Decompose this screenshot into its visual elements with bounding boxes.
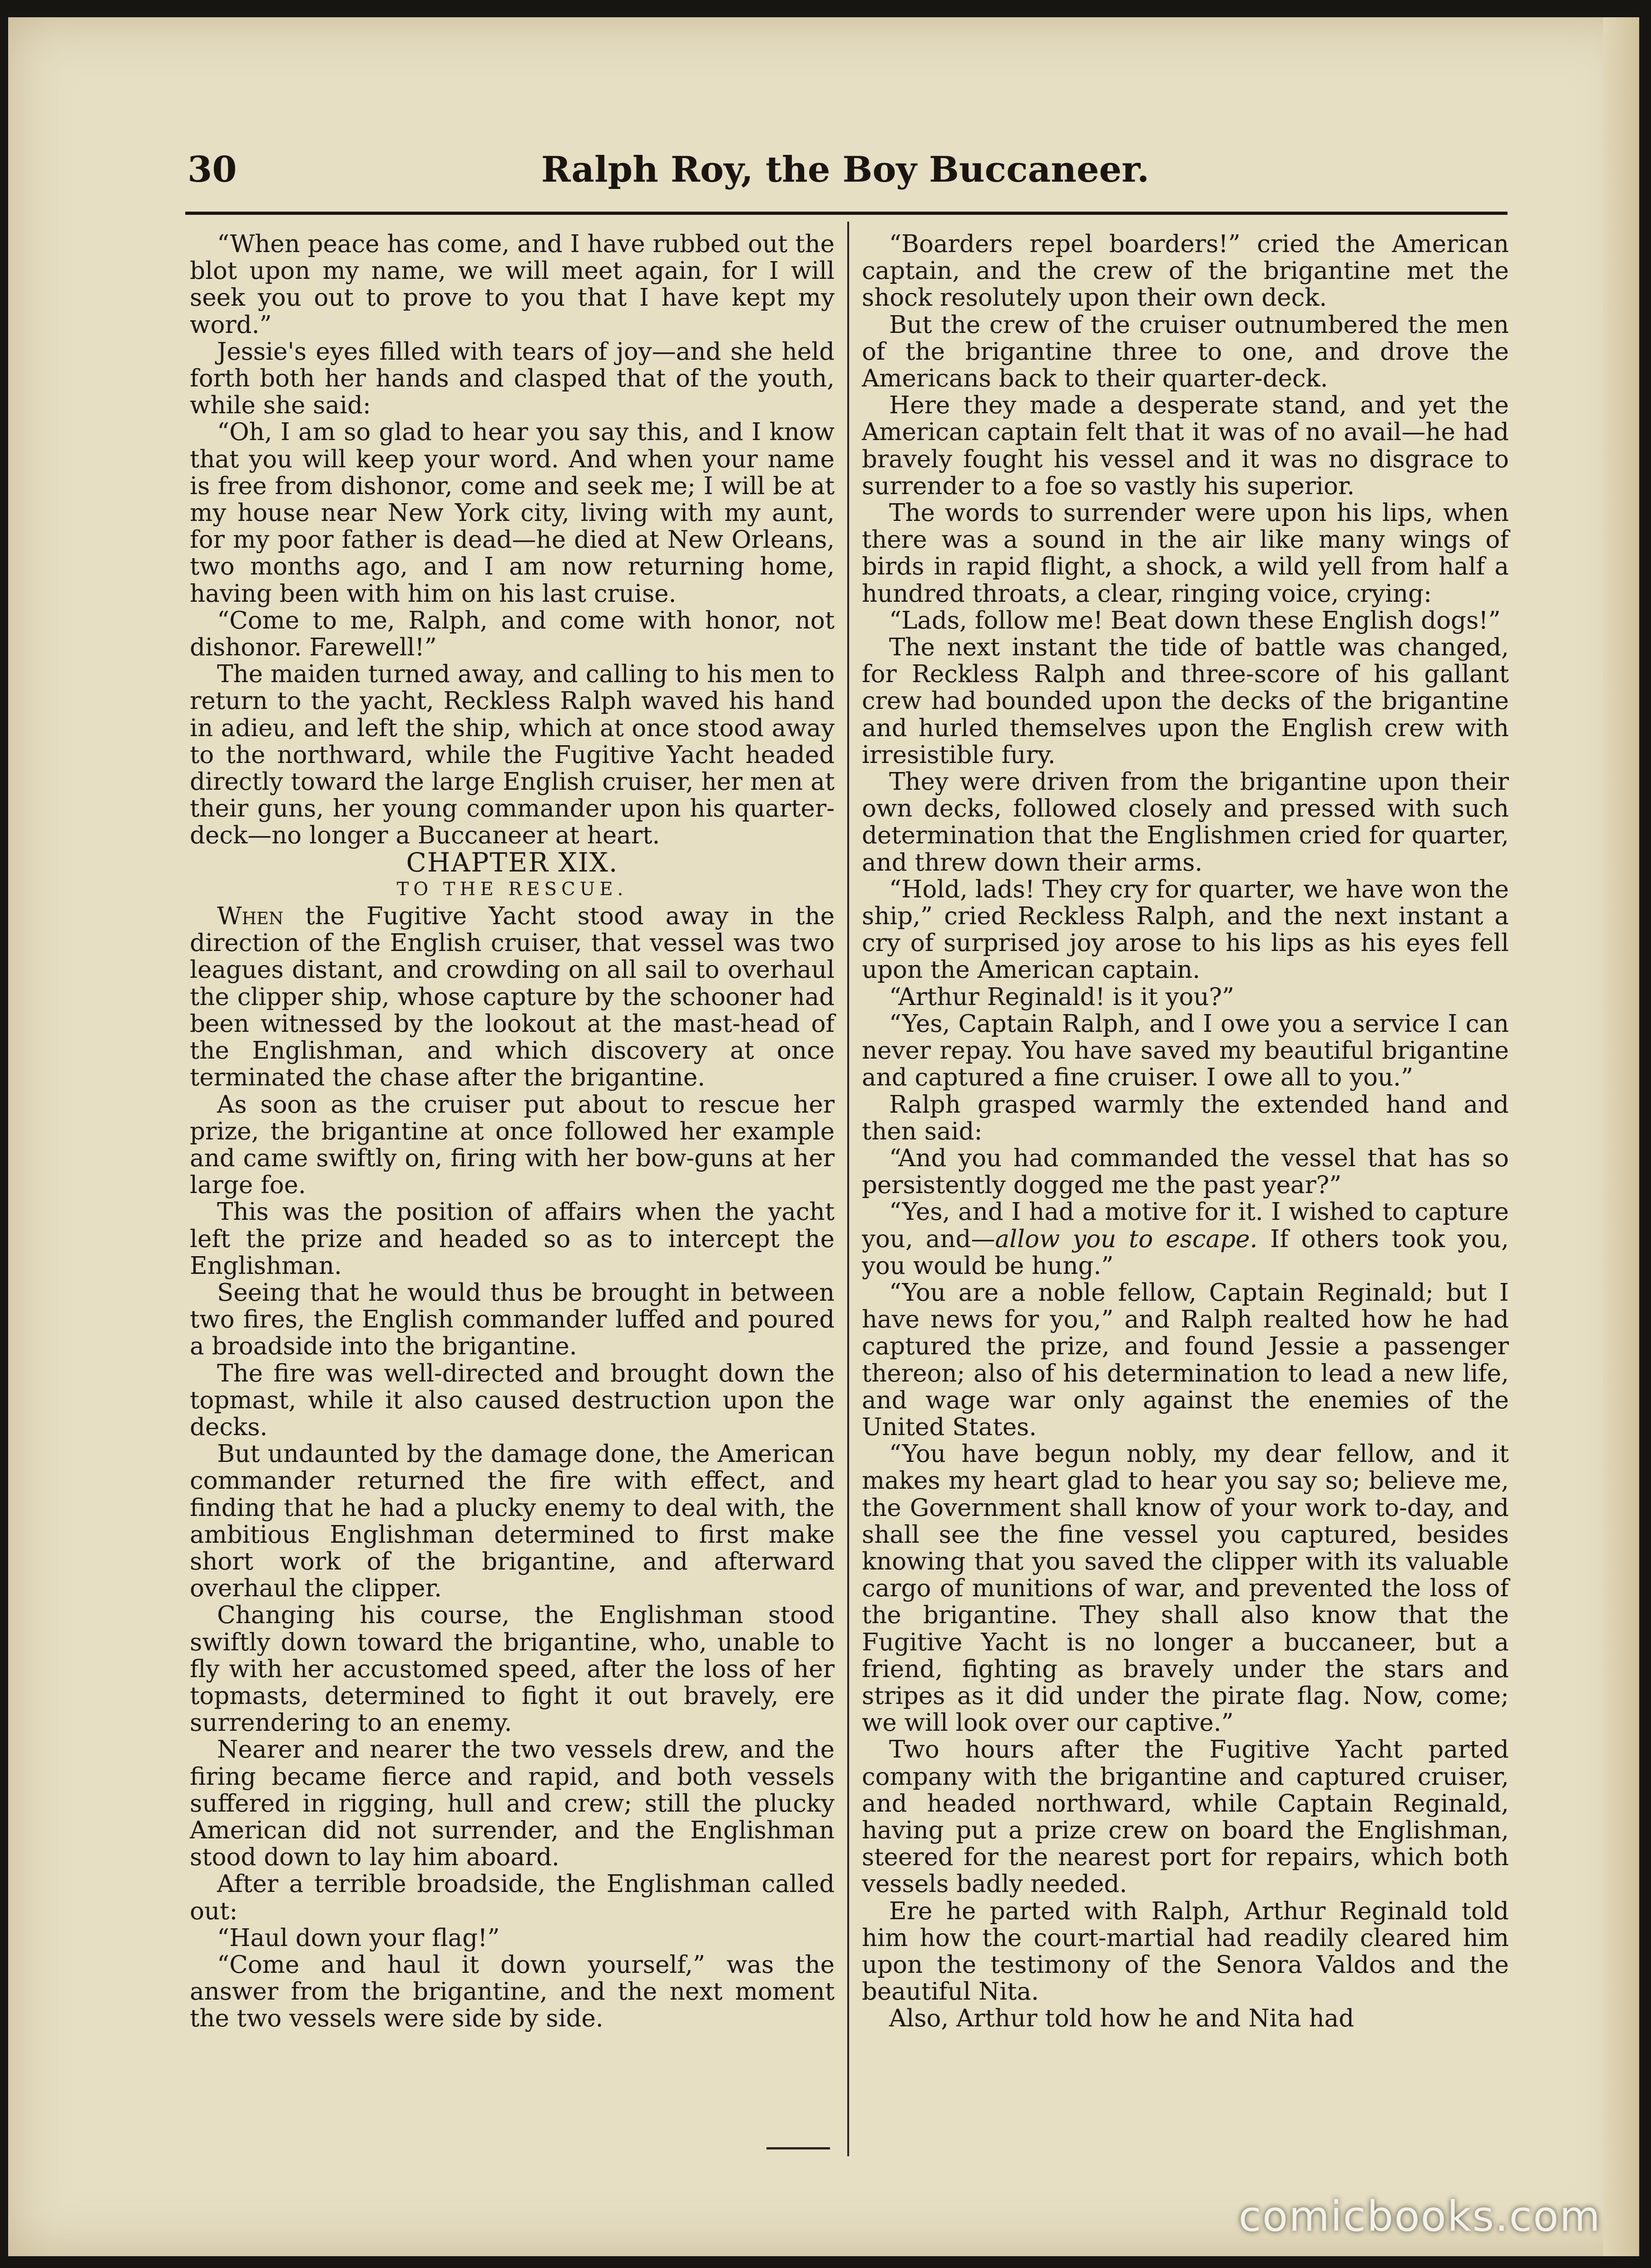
paragraph: “Yes, Captain Ralph, and I owe you a service I can never repay. You have saved my beautiful brigantine and captured a fine cruiser. I owe all to you.”	[862, 1010, 1509, 1092]
paragraph: “Come to me, Ralph, and come with honor, not dishonor. Farewell!”	[190, 606, 835, 662]
paragraph: Changing his course, the Englishman stood swiftly down toward the brigantine, who, unable to fly with her accustomed speed, after the loss of her topmasts, determined to fight it out bravely, ere surrendering to an enemy.	[190, 1601, 835, 1737]
paragraph-text: If others took you, you would be hung.”	[862, 1225, 1509, 1280]
paragraph: “You are a noble fellow, Captain Reginald; but I have news for you,” and Ralph realted how he had captured the prize, and found Jessie a passenger thereon; also of his determination to lead a new life, and wage war only against the enemies of the United States.	[862, 1278, 1509, 1441]
paragraph	[190, 903, 835, 1091]
book-page	[8, 17, 1639, 2256]
paragraph: “Lads, follow me! Beat down these English dogs!”	[889, 606, 1501, 634]
paragraph: Seeing that he would thus be brought in between two fires, the English commander luffed and poured a broadside into the brigantine.	[190, 1278, 835, 1361]
paragraph: The fire was well-directed and brought down the topmast, while it also caused destruction upon the decks.	[190, 1359, 835, 1441]
paragraph-text: “Yes, and I had a motive for it. I wished to capture you, and—	[862, 1198, 1509, 1253]
column-end-dash	[766, 2147, 830, 2149]
chapter-title: CHAPTER XIX.	[406, 847, 618, 878]
paragraph: “Boarders repel boarders!” cried the American captain, and the crew of the brigantine met the shock resolutely upon their own deck.	[862, 230, 1509, 312]
paragraph: “When peace has come, and I have rubbed out the blot upon my name, we will meet again, for I will seek you out to prove to you that I have kept my word.”	[190, 230, 835, 339]
watermark: comicbooks.com	[1238, 2192, 1601, 2241]
page-header	[188, 149, 1503, 203]
paragraph: “Oh, I am so glad to hear you say this, and I know that you will keep your word. And when your name is free from dishonor, come and seek me; I will be at my house near New York city, living with my aunt, for my poor father is dead—he died at New Orleans, two months ago, and I am now returning home, having been with him on his last cruise.	[190, 418, 835, 608]
chapter-subtitle: TO THE RESCUE.	[396, 878, 628, 900]
header-rule	[185, 212, 1508, 215]
paragraph: Jessie's eyes filled with tears of joy—and she held forth both her hands and clasped that of the youth, while she said:	[190, 337, 835, 420]
paragraph	[862, 1198, 1509, 1279]
column-divider	[847, 222, 849, 2156]
paragraph: After a terrible broadside, the Englishman called out:	[190, 1870, 835, 1925]
paragraph: The next instant the tide of battle was changed, for Reckless Ralph and three-score of his gallant crew had bounded upon the decks of the brigantine and hurled themselves upon the English crew with irresistible fury.	[862, 634, 1509, 769]
paragraph: The maiden turned away, and calling to his men to return to the yacht, Reckless Ralph waved his hand in adieu, and left the ship, which at once stood away to the northward, while the Fugitive Yacht headed directly toward the large English cruiser, her men at their guns, her young commander upon his quarter-deck—no longer a Buccaneer at heart.	[190, 660, 835, 850]
paragraph: As soon as the cruiser put about to rescue her prize, the brigantine at once followed her example and came swiftly on, firing with her bow-guns at her large foe.	[190, 1090, 835, 1199]
paragraph: “Arthur Reginald! is it you?”	[889, 983, 1235, 1011]
paragraph: Also, Arthur told how he and Nita had	[889, 2005, 1354, 2033]
page-gutter	[1603, 17, 1639, 2256]
paragraph: Ralph grasped warmly the extended hand and then said:	[862, 1090, 1509, 1145]
paragraph: Here they made a desperate stand, and yet the American captain felt that it was of no avail—he had bravely fought his vessel and it was no disgrace to surrender to a foe so vastly his superior.	[862, 391, 1509, 500]
paragraph: “Hold, lads! They cry for quarter, we have won the ship,” cried Reckless Ralph, and the next instant a cry of surprised joy arose to his lips as his eyes fell upon the American captain.	[862, 875, 1509, 984]
paragraph: Ere he parted with Ralph, Arthur Reginald told him how the court-martial had readily cleared him upon the testimony of the Senora Valdos and the beautiful Nita.	[862, 1897, 1509, 2006]
page-number: 30	[188, 149, 237, 190]
paragraph: This was the position of affairs when the yacht left the prize and headed so as to intercept the Englishman.	[190, 1198, 835, 1280]
paragraph: Two hours after the Fugitive Yacht parted company with the brigantine and captured cruiser, and headed northward, while Captain Reginald, having put a prize crew on board the Englishman, steered for the nearest port for repairs, which both vessels badly needed.	[862, 1736, 1509, 1898]
paragraph: “You have begun nobly, my dear fellow, and it makes my heart glad to hear you say so; believe me, the Government shall know of your work to-day, and shall see the fine vessel you captured, besides knowing that you saved the clipper with its valuable cargo of munitions of war, and prevented the loss of the brigantine. They shall also know that the Fugitive Yacht is no longer a buccaneer, but a friend, fighting as bravely under the stars and stripes as it did under the pirate flag. Now, come; we will look over our captive.”	[862, 1440, 1509, 1737]
running-title: Ralph Roy, the Boy Buccaneer.	[541, 149, 1150, 190]
paragraph: But undaunted by the damage done, the American commander returned the fire with effect, and finding that he had a plucky enemy to deal with, the ambitious Englishman determined to first make short work of the brigantine, and afterward overhaul the clipper.	[190, 1440, 835, 1603]
italic-text: allow you to escape.	[995, 1225, 1258, 1253]
paragraph: Nearer and nearer the two vessels drew, and the firing became fierce and rapid, and both vessels suffered in rigging, hull and crew; still the plucky American did not surrender, and the Englishman stood down to lay him aboard.	[190, 1736, 835, 1872]
paragraph: “Come and haul it down yourself,” was the answer from the brigantine, and the next moment the two vessels were side by side.	[190, 1951, 835, 2033]
left-column	[190, 231, 835, 2032]
paragraph-text: the Fugitive Yacht stood away in the direction of the English cruiser, that vessel was two leagues distant, and crowding on all sail to overhaul the clipper ship, whose capture by the schooner had been witnessed by the lookout at the mast-head of the Englishman, and which discovery at once terminated the chase after the brigantine.	[190, 902, 835, 1092]
paragraph: “Haul down your flag!”	[217, 1924, 500, 1952]
right-column	[862, 231, 1509, 2032]
lead-word: When	[217, 902, 284, 931]
paragraph: But the crew of the cruiser outnumbered the men of the brigantine three to one, and drove the Americans back to their quarter-deck.	[862, 311, 1509, 393]
paragraph: “And you had commanded the vessel that has so persistently dogged me the past year?”	[862, 1144, 1509, 1199]
paragraph: They were driven from the brigantine upon their own decks, followed closely and pressed with such determination that the Englishmen cried for quarter, and threw down their arms.	[862, 768, 1509, 876]
paragraph: The words to surrender were upon his lips, when there was a sound in the air like many wings of birds in rapid flight, a shock, a wild yell from half a hundred throats, a clear, ringing voice, crying:	[862, 499, 1509, 608]
